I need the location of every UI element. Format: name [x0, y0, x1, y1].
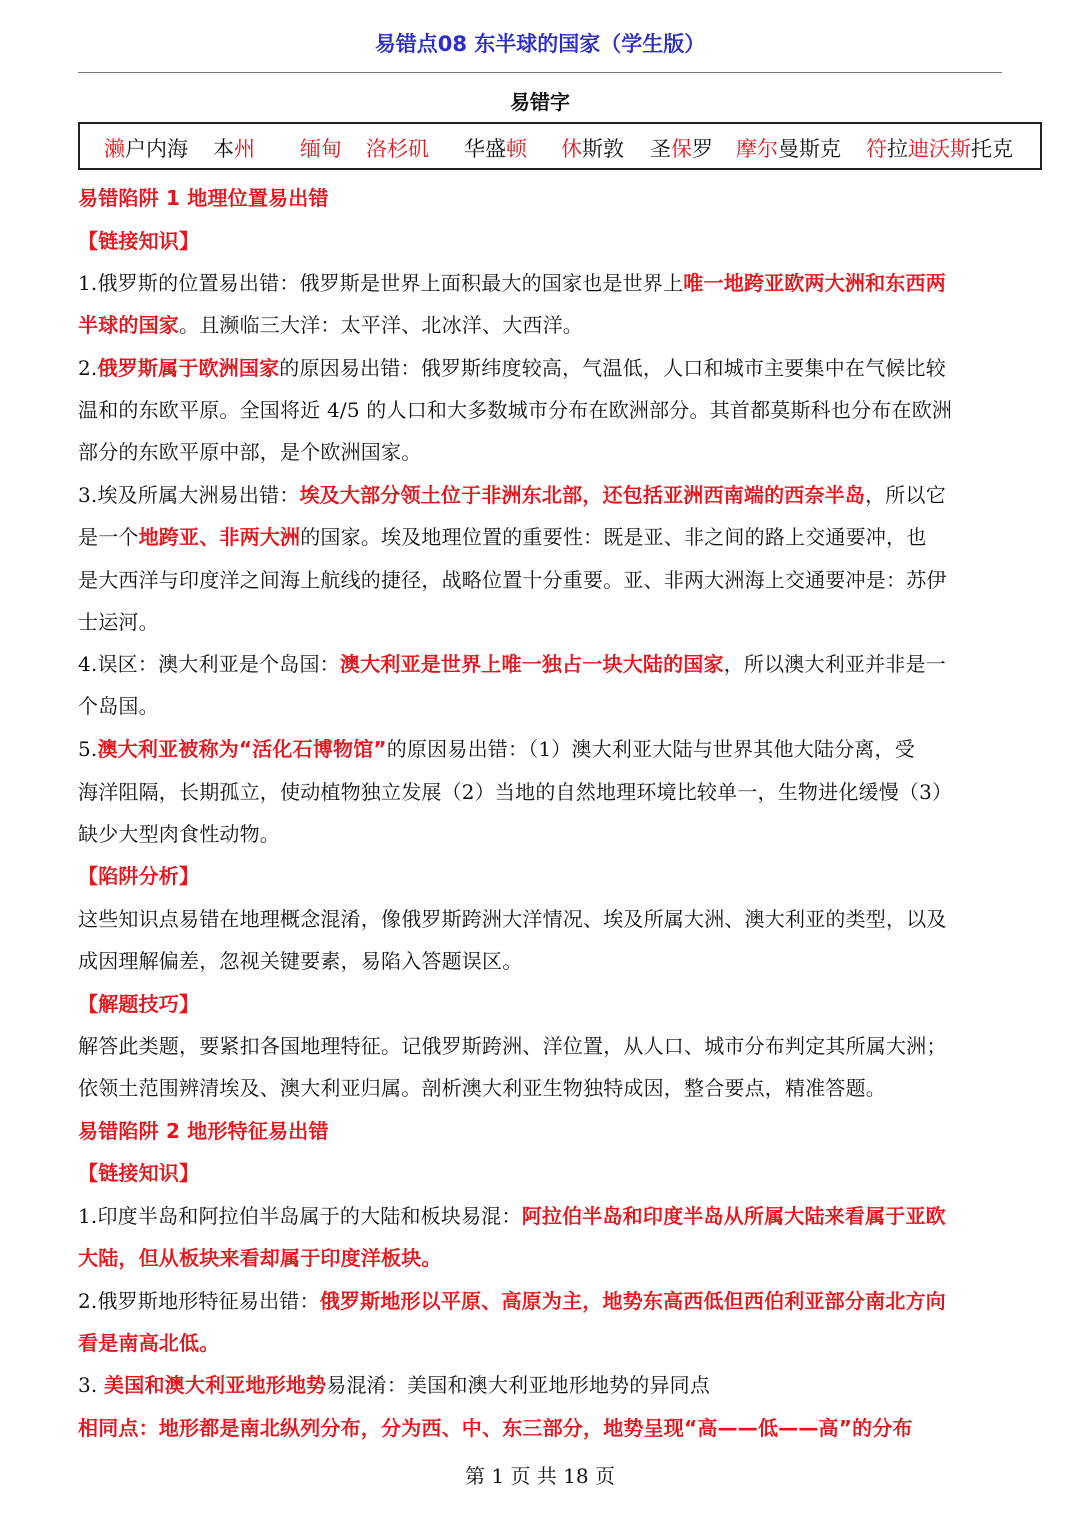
trap1-item3-line2: 是一个地跨亚、非两大洲的国家。埃及地理位置的重要性：既是亚、非之间的路上交通要冲，也: [78, 525, 927, 549]
trap1-item2-line1: 2.俄罗斯属于欧洲国家的原因易出错：俄罗斯纬度较高，气温低，人口和城市主要集中在气候比较: [78, 356, 946, 380]
trap1-item3-line1: 3.埃及所属大洲易出错：埃及大部分领土位于非洲东北部，还包括亚洲西南端的西奈半岛，所以它: [78, 483, 946, 507]
trap1-item5-line1: 5.澳大利亚被称为“活化石博物馆”的原因易出错：（1）澳大利亚大陆与世界其他大陆分离，受: [78, 737, 915, 761]
trap1-tips-heading: 【解题技巧】: [78, 992, 200, 1016]
trap2-item3-line1: 3. 美国和澳大利亚地形地势易混淆：美国和澳大利亚地形地势的异同点: [78, 1373, 711, 1397]
trap1-item3-line4: 士运河。: [78, 610, 159, 634]
typo-word-box: [78, 122, 1042, 170]
trap2-heading: 易错陷阱 2 地形特征易出错: [78, 1119, 329, 1143]
word-item: 摩尔曼斯克: [736, 137, 841, 161]
trap1-tips-line1: 解答此类题，要紧扣各国地理特征。记俄罗斯跨洲、洋位置，从人口、城市分布判定其所属大洲；: [78, 1034, 947, 1058]
trap1-link-knowledge-heading: 【链接知识】: [78, 229, 200, 253]
trap1-item2-line2: 温和的东欧平原。全国将近 4/5 的人口和大多数城市分布在欧洲部分。其首都莫斯科也分布在欧洲: [78, 398, 953, 422]
word-item: 休斯敦: [561, 137, 624, 161]
header-divider: [78, 72, 1002, 73]
word-item: 符拉迪沃斯托克: [866, 137, 1013, 161]
trap1-item3-line3: 是大西洋与印度洋之间海上航线的捷径，战略位置十分重要。亚、非两大洲海上交通要冲是：苏伊: [78, 568, 947, 592]
trap1-heading: 易错陷阱 1 地理位置易出错: [78, 186, 329, 210]
word-item: 濑户内海: [104, 137, 188, 161]
section-title: 易错字: [510, 90, 570, 114]
word-item: 缅甸: [300, 137, 342, 161]
trap1-item2-line3: 部分的东欧平原中部，是个欧洲国家。: [78, 440, 422, 464]
word-item: 洛杉矶: [366, 137, 429, 161]
trap1-item5-line2: 海洋阻隔，长期孤立，使动植物独立发展（2）当地的自然地理环境比较单一，生物进化缓慢（3）: [78, 780, 953, 804]
trap1-analysis-heading: 【陷阱分析】: [78, 864, 200, 888]
trap1-item5-line3: 缺少大型肉食性动物。: [78, 822, 280, 846]
page-number-footer: 第 1 页 共 18 页: [465, 1464, 615, 1488]
trap2-item1-line2: 大陆，但从板块来看却属于印度洋板块。: [78, 1246, 442, 1270]
trap2-item1-line1: 1.印度半岛和阿拉伯半岛属于的大陆和板块易混：阿拉伯半岛和印度半岛从所属大陆来看属于亚欧: [78, 1204, 946, 1228]
document-title: 易错点08 东半球的国家（学生版）: [374, 32, 706, 56]
trap1-analysis-line2: 成因理解偏差，忽视关键要素，易陷入答题误区。: [78, 949, 523, 973]
trap1-item4-line2: 个岛国。: [78, 694, 159, 718]
trap1-item4-line1: 4.误区：澳大利亚是个岛国：澳大利亚是世界上唯一独占一块大陆的国家，所以澳大利亚并非是一: [78, 652, 946, 676]
trap1-item1-line1: 1.俄罗斯的位置易出错：俄罗斯是世界上面积最大的国家也是世界上唯一地跨亚欧两大洲和东西两: [78, 271, 946, 295]
trap2-link-knowledge-heading: 【链接知识】: [78, 1161, 200, 1185]
trap2-item2-line2: 看是南高北低。: [78, 1331, 220, 1355]
word-item: 本州: [213, 137, 255, 161]
trap1-analysis-line1: 这些知识点易错在地理概念混淆，像俄罗斯跨洲大洋情况、埃及所属大洲、澳大利亚的类型，以及: [78, 907, 947, 931]
trap1-tips-line2: 依领土范围辨清埃及、澳大利亚归属。剖析澳大利亚生物独特成因，整合要点，精准答题。: [78, 1076, 886, 1100]
word-item: 圣保罗: [650, 137, 713, 161]
trap1-item1-line2: 半球的国家。且濒临三大洋：太平洋、北冰洋、大西洋。: [78, 313, 583, 337]
trap2-item2-line1: 2.俄罗斯地形特征易出错：俄罗斯地形以平原、高原为主，地势东高西低但西伯利亚部分南北方向: [78, 1289, 946, 1313]
word-item: 华盛顿: [464, 137, 527, 161]
trap2-similarity-line: 相同点：地形都是南北纵列分布，分为西、中、东三部分，地势呈现“高——低——高”的分布: [78, 1416, 913, 1440]
